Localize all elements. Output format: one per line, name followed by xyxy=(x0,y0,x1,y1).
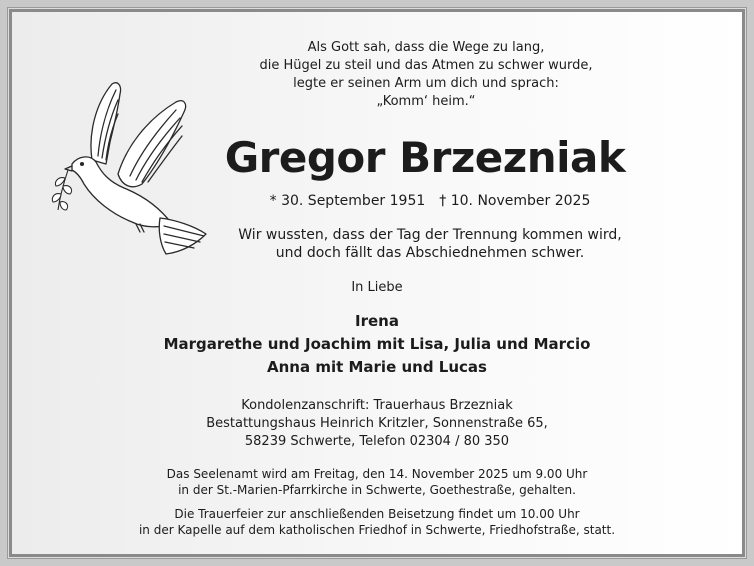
mourner-line: Anna mit Marie und Lucas xyxy=(267,358,487,376)
poem-line: Als Gott sah, dass die Wege zu lang, xyxy=(307,40,545,55)
funeral-line: Die Trauerfeier zur anschließenden Beisetzung findet um 10.00 Uhr xyxy=(174,507,580,521)
dove-icon xyxy=(48,78,212,262)
deceased-name: Gregor Brzezniak xyxy=(224,133,626,182)
requiem-line: in der St.-Marien-Pfarrkirche in Schwerte, Goethestraße, gehalten. xyxy=(178,483,576,497)
address-line: 58239 Schwerte, Telefon 02304 / 80 350 xyxy=(244,434,510,449)
poem-line: legte er seinen Arm um dich und sprach: xyxy=(293,76,559,91)
poem xyxy=(242,39,610,111)
life-dates xyxy=(242,191,618,211)
mourners-list xyxy=(12,310,742,379)
farewell-quote xyxy=(212,226,648,262)
poem-line: „Komm‘ heim.“ xyxy=(376,94,476,109)
death-date: † 10. November 2025 xyxy=(439,193,591,209)
mourner-line: Margarethe und Joachim mit Lisa, Julia und Marcio xyxy=(163,335,591,353)
address-line: Kondolenzanschrift: Trauerhaus Brzezniak xyxy=(241,398,513,413)
requiem-line: Das Seelenamt wird am Freitag, den 14. November 2025 um 9.00 Uhr xyxy=(166,467,588,481)
address-line: Bestattungshaus Heinrich Kritzler, Sonnenstraße 65, xyxy=(206,416,548,431)
birth-date: * 30. September 1951 xyxy=(269,193,426,209)
requiem-notice xyxy=(12,466,742,498)
poem-line: die Hügel zu steil und das Atmen zu schwer wurde, xyxy=(259,58,593,73)
quote-line: und doch fällt das Abschiednehmen schwer. xyxy=(275,245,585,261)
in-liebe-label: In Liebe xyxy=(351,280,403,295)
obituary-card xyxy=(9,9,745,557)
condolence-address xyxy=(12,397,742,451)
funeral-line: in der Kapelle auf dem katholischen Friedhof in Schwerte, Friedhofstraße, statt. xyxy=(138,523,616,537)
funeral-notice xyxy=(12,506,742,538)
mourner-line: Irena xyxy=(355,312,399,330)
quote-line: Wir wussten, dass der Tag der Trennung kommen wird, xyxy=(238,227,622,243)
